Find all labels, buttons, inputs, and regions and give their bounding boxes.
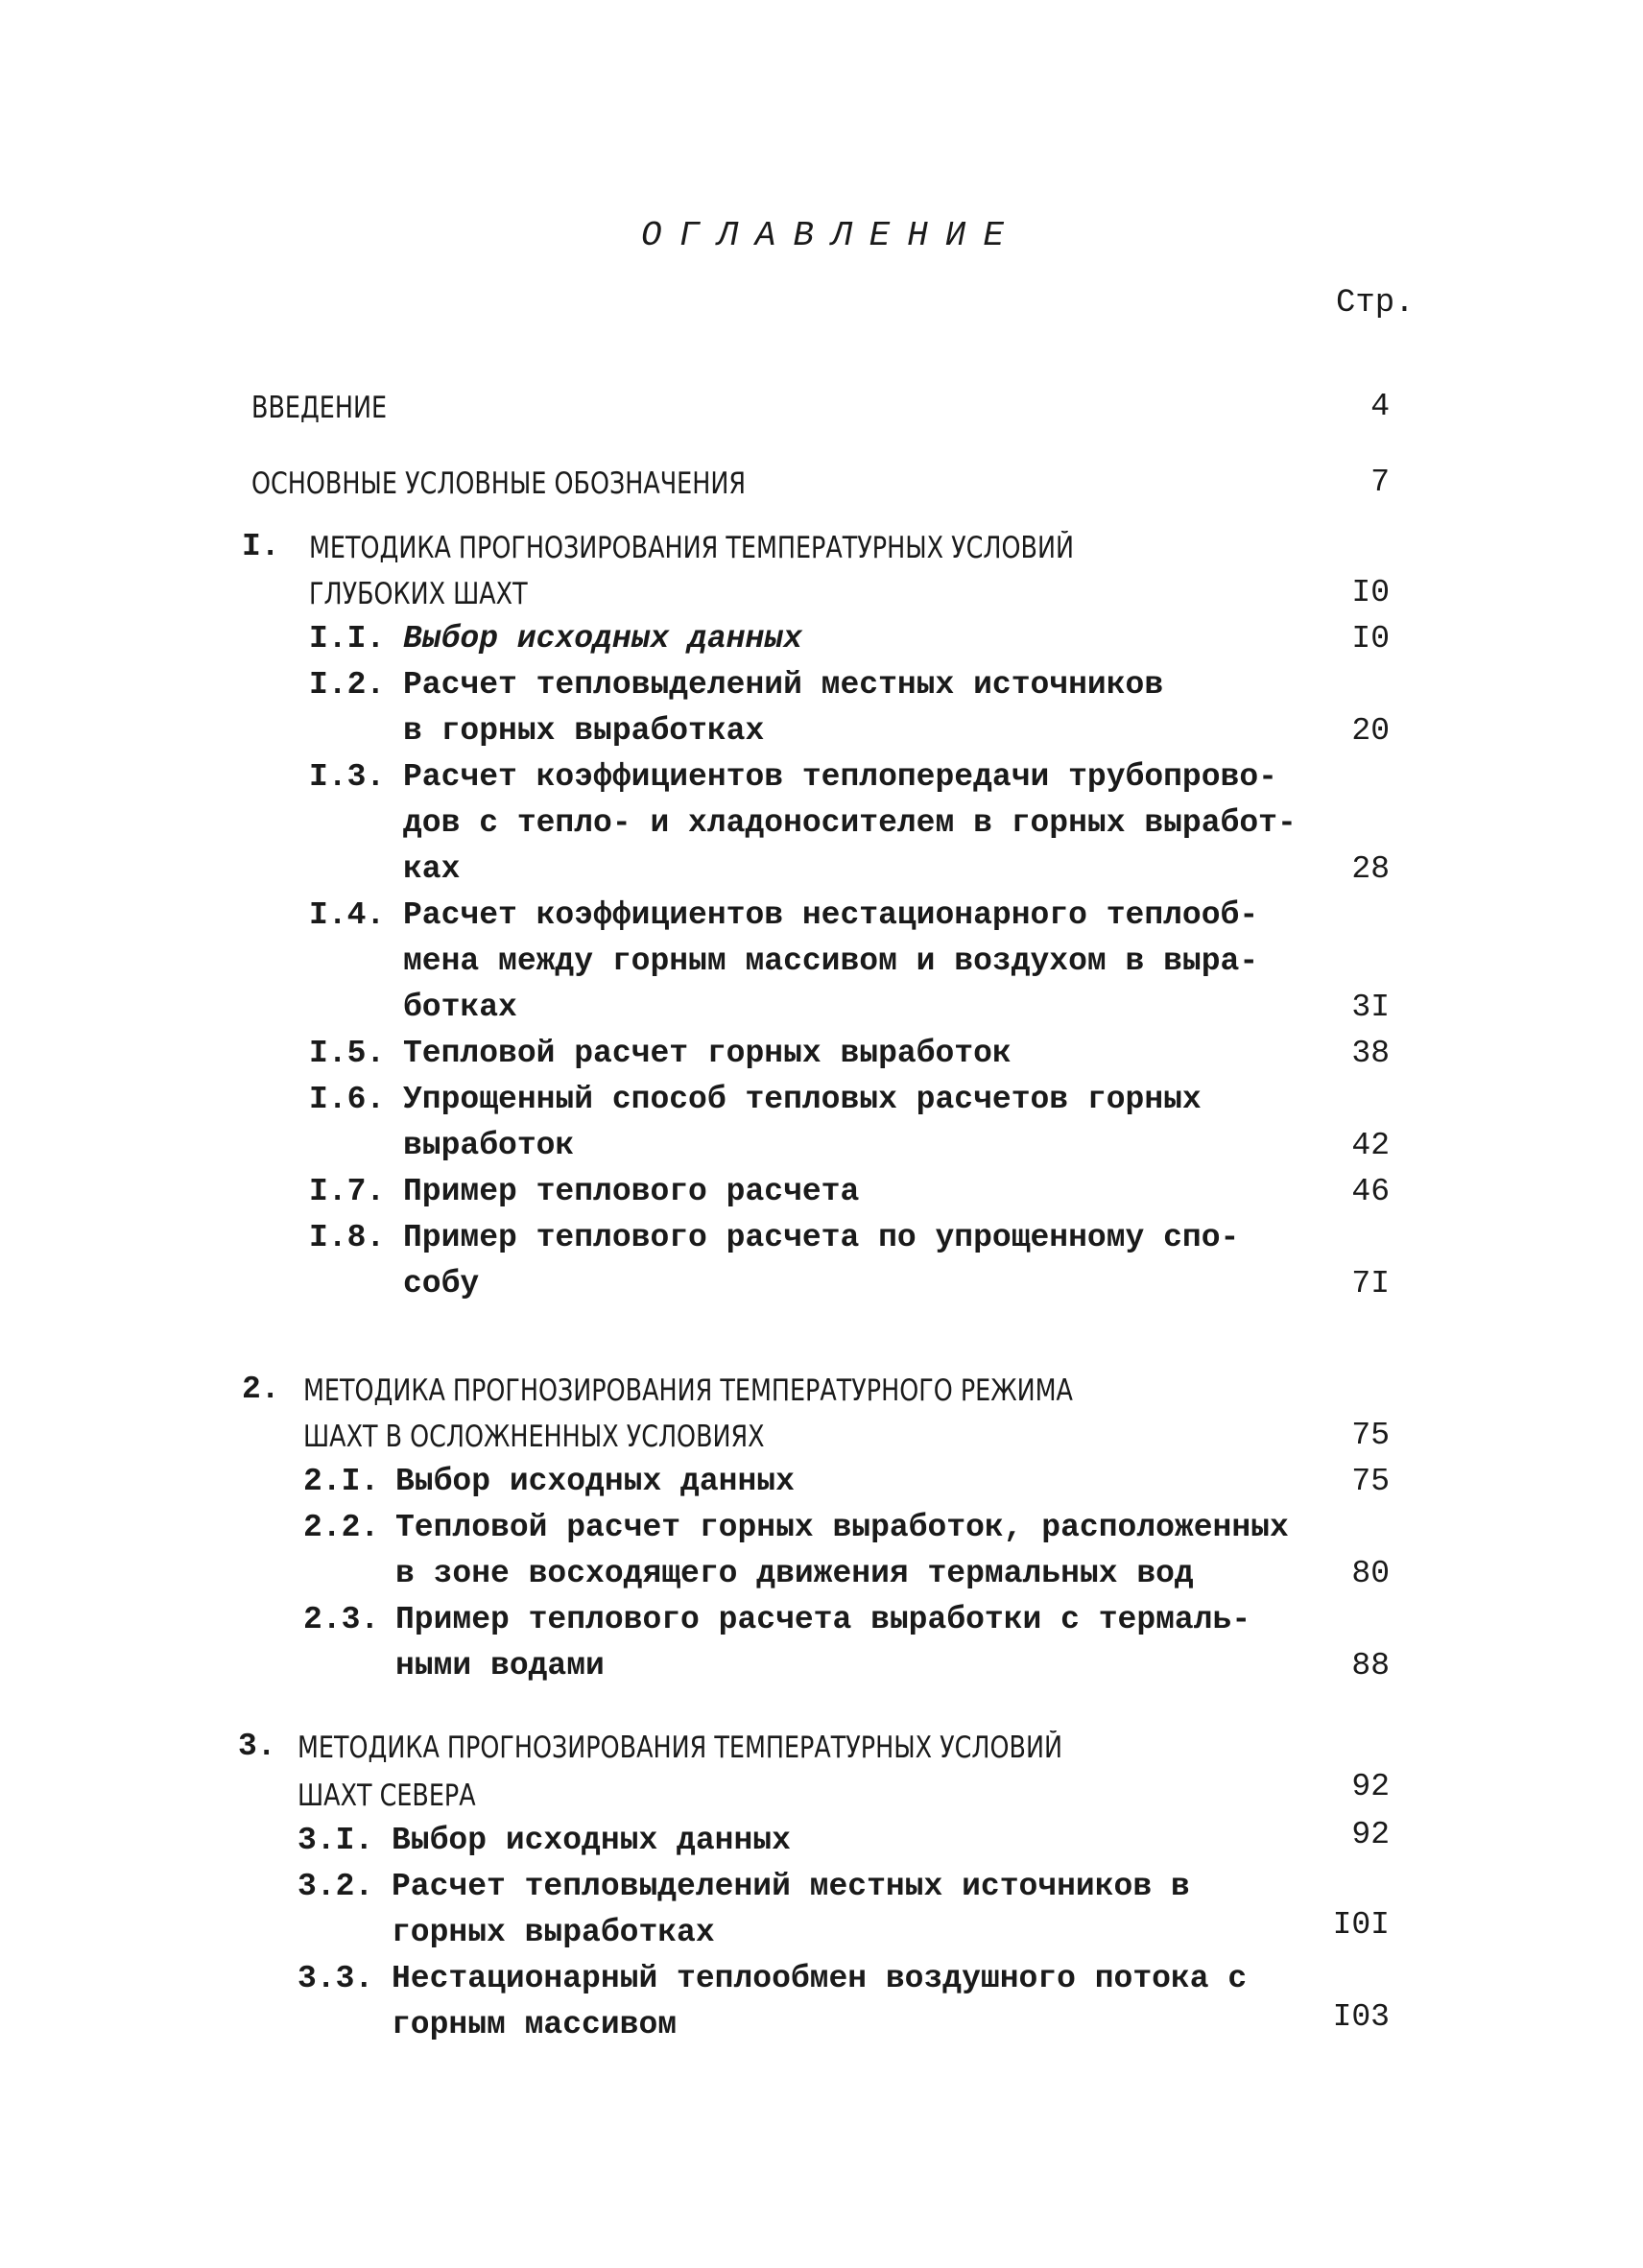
toc-entry-title: ВВЕДЕНИЕ (251, 391, 388, 425)
section-number: I.7. (309, 1174, 386, 1209)
page-number: 28 (1351, 851, 1390, 887)
page-number: 80 (1351, 1556, 1390, 1591)
toc-section-1-6[interactable]: Упрощенный способ тепловых расчетов горных (403, 1082, 1202, 1117)
toc-entry-title: МЕТОДИКА ПРОГНОЗИРОВАНИЯ ТЕМПЕРАТУРНЫХ УСЛОВИЙ (298, 1731, 1062, 1765)
page-number: 42 (1351, 1128, 1390, 1163)
toc-chapter-3-cont[interactable] (298, 1776, 514, 1815)
toc-chapter-2-cont[interactable] (303, 1417, 866, 1456)
chapter-number: I. (242, 529, 280, 564)
section-number: 2.3. (303, 1602, 380, 1637)
page-number: 75 (1351, 1418, 1390, 1453)
toc-section-3-3[interactable]: Нестационарный теплообмен воздушного потока с (392, 1961, 1248, 1996)
toc-entry-title: ГЛУБОКИХ ШАХТ (309, 577, 528, 611)
toc-section-1-2-cont[interactable]: в горных выработках (403, 713, 765, 749)
page-number: 75 (1351, 1464, 1390, 1499)
page-number: I0 (1351, 621, 1390, 657)
page-number: 4 (1370, 389, 1390, 424)
section-number: I.I. (309, 621, 386, 657)
toc-heading: ОГЛАВЛЕНИЕ (640, 216, 1022, 255)
toc-entry-title: ОСНОВНЫЕ УСЛОВНЫЕ ОБОЗНАЧЕНИЯ (251, 466, 747, 501)
toc-section-1-4[interactable]: Расчет коэффициентов нестационарного теплооб- (403, 897, 1259, 933)
page-number: 46 (1351, 1174, 1390, 1209)
page-number: 20 (1351, 713, 1390, 749)
page-number: I0 (1351, 575, 1390, 610)
toc-section-1-3-cont[interactable]: ках (403, 851, 461, 887)
toc-section-3-3-cont[interactable]: горным массивом (392, 2007, 678, 2042)
page-number: 3I (1351, 990, 1390, 1025)
toc-section-3-2[interactable]: Расчет тепловыделений местных источников в (392, 1869, 1190, 1904)
toc-section-2-2-cont[interactable]: в зоне восходящего движения термальных вод (395, 1556, 1194, 1591)
toc-section-1-3-cont[interactable]: дов с тепло- и хладоносителем в горных выработ- (403, 805, 1297, 841)
toc-chapter-2[interactable] (303, 1371, 1242, 1410)
page-number: 7I (1351, 1266, 1390, 1301)
page-number: 88 (1351, 1648, 1390, 1683)
section-number: 3.2. (298, 1869, 374, 1904)
toc-entry-notation[interactable] (251, 464, 854, 503)
toc-entry-intro[interactable] (251, 388, 417, 427)
page-number: 92 (1351, 1817, 1390, 1852)
page-number: I0I (1332, 1907, 1390, 1943)
page-number: I03 (1332, 1999, 1390, 2035)
toc-section-3-2-cont[interactable]: горных выработках (392, 1915, 715, 1950)
toc-chapter-1-cont[interactable] (309, 574, 576, 613)
toc-section-2-3-cont[interactable]: ными водами (395, 1648, 605, 1683)
section-number: 3.3. (298, 1961, 374, 1996)
toc-entry-title: ШАХТ СЕВЕРА (298, 1779, 476, 1813)
page-column-label: Стр. (1336, 285, 1415, 322)
page-number: 92 (1351, 1769, 1390, 1804)
toc-chapter-3[interactable] (298, 1728, 1230, 1767)
toc-entry-title: МЕТОДИКА ПРОГНОЗИРОВАНИЯ ТЕМПЕРАТУРНОГО РЕЖИМА (303, 1373, 1073, 1408)
toc-section-2-3[interactable]: Пример теплового расчета выработки с термаль- (395, 1602, 1251, 1637)
chapter-number: 3. (238, 1729, 276, 1764)
toc-chapter-1[interactable] (309, 528, 1242, 567)
chapter-number: 2. (242, 1372, 280, 1407)
toc-section-1-7[interactable]: Пример теплового расчета (403, 1174, 860, 1209)
section-number: I.3. (309, 759, 386, 795)
toc-section-1-4-cont[interactable]: ботках (403, 990, 517, 1025)
page-number: 7 (1370, 465, 1390, 500)
section-number: 3.I. (298, 1823, 374, 1858)
toc-section-1-6-cont[interactable]: выработок (403, 1128, 575, 1163)
section-number: I.5. (309, 1036, 386, 1071)
section-number: I.8. (309, 1220, 386, 1255)
section-number: I.2. (309, 667, 386, 703)
toc-section-1-8[interactable]: Пример теплового расчета по упрощенному спо- (403, 1220, 1240, 1255)
section-number: 2.2. (303, 1510, 380, 1545)
toc-section-2-1[interactable]: Выбор исходных данных (395, 1464, 795, 1499)
toc-section-1-3[interactable]: Расчет коэффициентов теплопередачи трубопрово- (403, 759, 1277, 795)
toc-section-1-2[interactable]: Расчет тепловыделений местных источников (403, 667, 1164, 703)
toc-section-1-8-cont[interactable]: собу (403, 1266, 480, 1301)
page-number: 38 (1351, 1036, 1390, 1071)
toc-entry-title: МЕТОДИКА ПРОГНОЗИРОВАНИЯ ТЕМПЕРАТУРНЫХ УСЛОВИЙ (309, 531, 1074, 565)
toc-section-3-1[interactable]: Выбор исходных данных (392, 1823, 791, 1858)
section-number: I.4. (309, 897, 386, 933)
toc-section-2-2[interactable]: Тепловой расчет горных выработок, расположенных (395, 1510, 1289, 1545)
section-number: 2.I. (303, 1464, 380, 1499)
toc-section-1-5[interactable]: Тепловой расчет горных выработок (403, 1036, 1012, 1071)
toc-section-1-1[interactable]: Выбор исходных данных (403, 621, 802, 657)
toc-entry-title: ШАХТ В ОСЛОЖНЕННЫХ УСЛОВИЯХ (303, 1420, 765, 1454)
section-number: I.6. (309, 1082, 386, 1117)
toc-section-1-4-cont[interactable]: мена между горным массивом и воздухом в выра- (403, 943, 1259, 979)
